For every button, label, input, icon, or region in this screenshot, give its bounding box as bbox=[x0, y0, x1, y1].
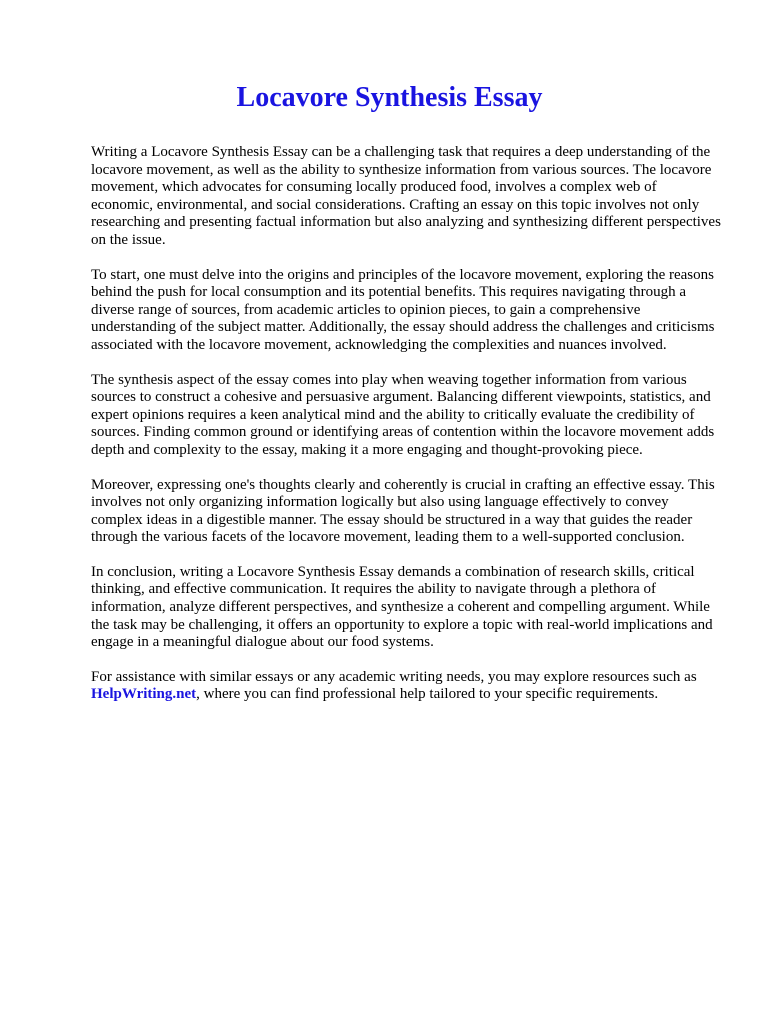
paragraph-4: Moreover, expressing one's thoughts clearly and coherently is crucial in crafting an effective essay. This involves not only organizing information logically but also using language effectively to convey complex ideas in a digestible manner. The essay should be structured in a way that guides the reader through the various facets of the locavore movement, leading them to a well-supported conclusion. bbox=[91, 476, 715, 546]
paragraph-5: In conclusion, writing a Locavore Synthesis Essay demands a combination of research skills, critical thinking, and effective communication. It requires the ability to navigate through a plethora of information, analyze different perspectives, and synthesize a coherent and compelling argument. While the task may be challenging, it offers an opportunity to explore a topic with real-world implications and engage in a meaningful dialogue about our food systems. bbox=[91, 563, 713, 651]
paragraph-2: To start, one must delve into the origins and principles of the locavore movement, exploring the reasons behind the push for local consumption and its potential benefits. This requires navigating through a diverse range of sources, from academic articles to opinion pieces, to gain a comprehensive understanding of the subject matter. Additionally, the essay should address the challenges and criticisms associated with the locavore movement, acknowledging the complexities and nuances involved. bbox=[91, 266, 715, 353]
closing-paragraph bbox=[91, 669, 721, 704]
closing-text-after-link: , where you can find professional help tailored to your specific requirements. bbox=[196, 686, 659, 703]
document-title: Locavore Synthesis Essay bbox=[236, 82, 543, 113]
paragraph-3: The synthesis aspect of the essay comes into play when weaving together information from various sources to construct a cohesive and persuasive argument. Balancing different viewpoints, statistics, and expert opinions requires a keen analytical mind and the ability to critically evaluate the credibility of sources. Finding common ground or identifying areas of contention within the locavore movement adds depth and complexity to the essay, making it a more engaging and thought-provoking piece. bbox=[91, 371, 715, 458]
paragraph-1: Writing a Locavore Synthesis Essay can be a challenging task that requires a deep understanding of the locavore movement, as well as the ability to synthesize information from various sources. The locavore movement, which advocates for consuming locally produced food, involves a complex web of economic, environmental, and social considerations. Crafting an essay on this topic involves not only researching and presenting factual information but also analyzing and synthesizing different perspectives on the issue. bbox=[91, 144, 721, 248]
helpwriting-link[interactable]: HelpWriting.net bbox=[91, 686, 197, 703]
closing-text-before-link: For assistance with similar essays or any academic writing needs, you may explore resources such as bbox=[91, 668, 697, 685]
